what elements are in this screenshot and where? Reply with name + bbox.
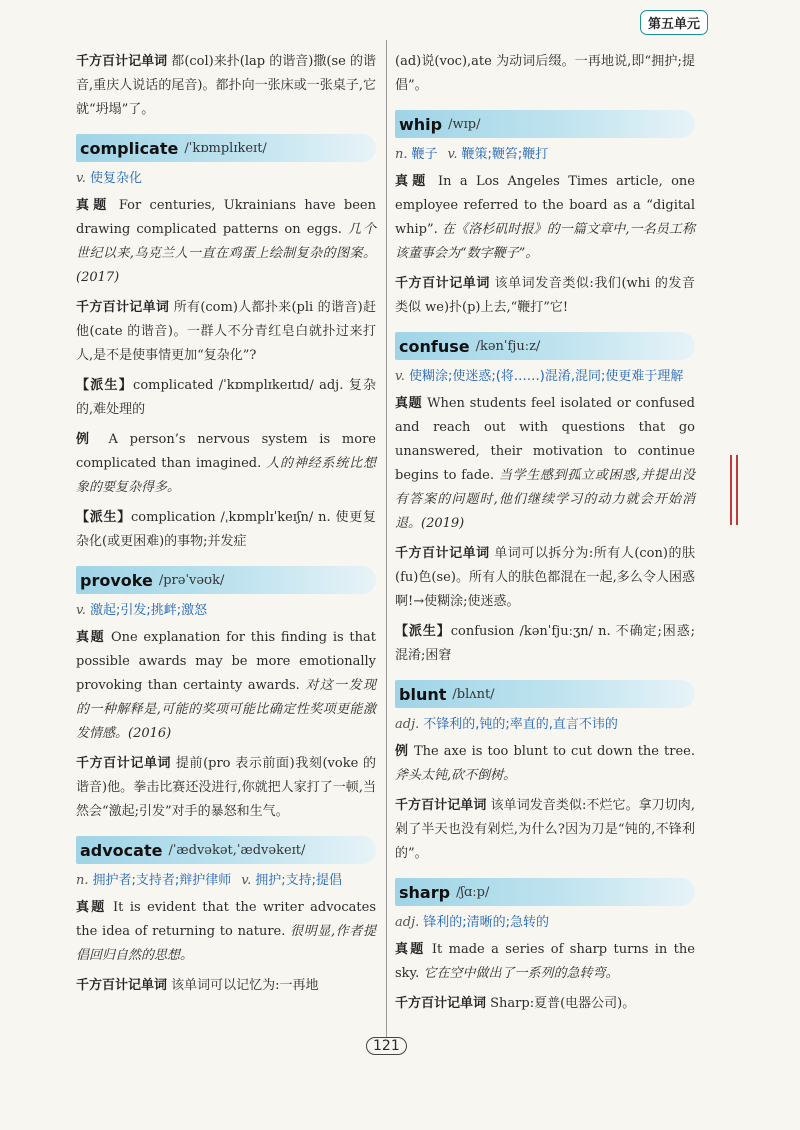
pos-tag: v. [76,603,86,618]
pos-tag: v. [395,369,405,384]
memory-text: Sharp:夏普(电器公司)。 [490,996,636,1011]
phonetic: /wɪp/ [448,116,481,132]
example [76,626,376,746]
derivative [395,620,695,668]
example [395,392,695,536]
meaning: 拥护者;支持者;辩护律师 [92,873,232,888]
derivative-text: complicated /ˈkɒmplɪkeɪtɪd/ adj. 复杂的,难处理的 [76,378,376,417]
meaning: 不锋利的,钝的;率直的,直言不讳的 [423,717,618,732]
pos-tag: adj. [395,717,420,732]
page-number: 121 [366,1037,407,1055]
example-en: It made a series of sharp turns in the sky. [395,942,695,981]
memory-tip [395,272,695,320]
derivative-label: 【派生】 [76,378,134,393]
example-zh: 人的神经系统比想象的要复杂得多。 [76,456,376,495]
entry-header-confuse [395,332,695,360]
example-label: 例 [76,432,97,447]
example-label: 真题 [395,942,426,957]
memory-label: 千方百计记单词 [395,546,490,561]
memory-label: 千方百计记单词 [395,276,490,291]
example-en: When students feel isolated or confused and reach out with questions that go unanswered, their motivation to continue begins to fade. [395,396,695,483]
definition [395,144,695,166]
memory-label: 千方百计记单词 [76,54,168,69]
example [395,740,695,788]
headword: whip [399,114,443,134]
memory-label: 千方百计记单词 [395,798,487,813]
memory-text: 该单词发音类似:不烂它。拿刀切肉,剁了半天也没有剁烂,为什么?因为刀是“钝的,不锋利的”。 [395,798,695,861]
example [395,170,695,266]
example-zh: 斧头太钝,砍不倒树。 [395,768,517,783]
meaning: 使糊涂;使迷惑;(将……)混淆,混同;使更难于理解 [408,369,684,384]
definition [395,366,695,388]
headword: confuse [399,336,470,356]
right-column [395,50,695,1022]
memory-tip [76,974,376,998]
margin-mark [736,455,738,525]
derivative [76,374,376,422]
pos-tag: n. [395,147,408,162]
derivative-label: 【派生】 [395,624,451,639]
example [76,194,376,290]
derivative-text: complication /ˌkɒmplɪˈkeɪʃn/ n. 使更复杂化(或更困难)的事物;并发症 [76,510,376,549]
derivative-text: confusion /kənˈfjuːʒn/ n. 不确定;困惑;混淆;困窘 [395,624,695,663]
headword: advocate [80,840,163,860]
derivative [76,506,376,554]
example-zh: 它在空中做出了一系列的急转弯。 [423,966,619,981]
example [76,428,376,500]
memory-text: 提前(pro 表示前面)我刻(voke 的谐音)他。拳击比赛还没进行,你就把人家打了一顿,当然会“激起;引发”对手的暴怒和生气。 [76,756,376,819]
entry-header-advocate [76,836,376,864]
headword: provoke [80,570,153,590]
definition [76,600,376,622]
entry-header-whip [395,110,695,138]
example-zh: 对这一发现的一种解释是,可能的奖项可能比确定性奖项更能激发情感。(2016) [76,678,376,741]
memory-label: 千方百计记单词 [76,978,168,993]
definition [395,714,695,736]
left-column [76,50,376,1004]
pos-tag: v. [241,873,252,888]
pos-tag: n. [76,873,89,888]
memory-text: 该单词可以记忆为:一再地 [171,978,319,993]
example-label: 真题 [76,900,107,915]
phonetic: /ˈkɒmplɪkeɪt/ [184,140,267,156]
meaning: 鞭策;鞭笞;鞭打 [461,147,549,162]
headword: complicate [80,138,179,158]
entry-header-blunt [395,680,695,708]
phonetic: /ʃɑːp/ [456,884,490,900]
phonetic: /blʌnt/ [452,686,495,702]
example-zh: 几个世纪以来,乌克兰人一直在鸡蛋上绘制复杂的图案。(2017) [76,222,376,285]
memory-label: 千方百计记单词 [76,756,172,771]
memory-text: 所有(com)人都扑来(pli 的谐音)赶他(cate 的谐音)。一群人不分青红皂白就扑过来打人,是不是使事情更加“复杂化”? [76,300,376,363]
example-en: In a Los Angeles Times article, one employee referred to the board as a “digital whip”. [395,174,695,237]
memory-tip [76,296,376,368]
example-label: 真题 [76,630,106,645]
continued-paragraph: (ad)说(voc),ate 为动词后缀。一再地说,即“拥护;提倡”。 [395,54,695,93]
entry-header-provoke [76,566,376,594]
column-divider [386,40,387,1045]
memory-label: 千方百计记单词 [76,300,170,315]
memory-label: 千方百计记单词 [395,996,487,1011]
example-label: 真题 [395,396,423,411]
entry-header-complicate [76,134,376,162]
meaning: 鞭子 [411,147,438,162]
phonetic: /ˈædvəkət,ˈædvəkeɪt/ [168,842,306,858]
meaning: 使复杂化 [89,171,142,186]
example-zh: 当学生感到孤立或困惑,并提出没有答案的问题时,他们继续学习的动力就会开始消退。(2019) [395,468,695,531]
example [395,938,695,986]
example-label: 真题 [395,174,430,189]
memory-text: 单词可以拆分为:所有人(con)的肤(fu)色(se)。所有人的肤色都混在一起,多么令人困惑啊!→使糊涂;使迷惑。 [395,546,695,609]
pos-tag: v. [447,147,458,162]
memory-tip [395,794,695,866]
example-en: The axe is too blunt to cut down the tree. [414,744,695,759]
meaning: 激起;引发;挑衅;激怒 [89,603,208,618]
phonetic: /prəˈvəʊk/ [158,572,225,588]
memory-tip [395,542,695,614]
example-zh: 很明显,作者提倡回归自然的思想。 [76,924,376,963]
meaning: 锋利的;清晰的;急转的 [423,915,550,930]
example-en: A person’s nervous system is more complicated than imagined. [76,432,376,471]
memory-text: 都(col)来扑(lap 的谐音)撒(se 的谐音,重庆人说话的尾音)。都扑向一张床或一张桌子,它就“坍塌”了。 [76,54,376,117]
definition [76,870,376,892]
memory-tip [395,992,695,1016]
margin-marks [730,455,738,535]
entry-header-sharp [395,878,695,906]
example-label: 真题 [76,198,111,213]
pos-tag: v. [76,171,86,186]
intro-paragraph [76,50,376,122]
example-en: One explanation for this finding is that possible awards may be more emotionally provoking than certainty awards. [76,630,376,693]
example-en: It is evident that the writer advocates the idea of returning to nature. [76,900,376,939]
headword: sharp [399,882,451,902]
definition [76,168,376,190]
example [76,896,376,968]
pos-tag: adj. [395,915,420,930]
unit-label: 第五单元 [640,10,708,35]
headword: blunt [399,684,447,704]
definition [395,912,695,934]
memory-text: 该单词发音类似:我们(whi 的发音类似 we)扑(p)上去,“鞭打”它! [395,276,695,315]
memory-tip [76,752,376,824]
example-en: For centuries, Ukrainians have been drawing complicated patterns on eggs. [76,198,376,237]
meaning: 拥护;支持;提倡 [255,873,342,888]
phonetic: /kənˈfjuːz/ [475,338,541,354]
derivative-label: 【派生】 [76,510,131,525]
example-label: 例 [395,744,409,759]
example-zh: 在《洛杉矶时报》的一篇文章中,一名员工称该董事会为“数字鞭子”。 [395,222,695,261]
margin-mark [730,455,732,525]
